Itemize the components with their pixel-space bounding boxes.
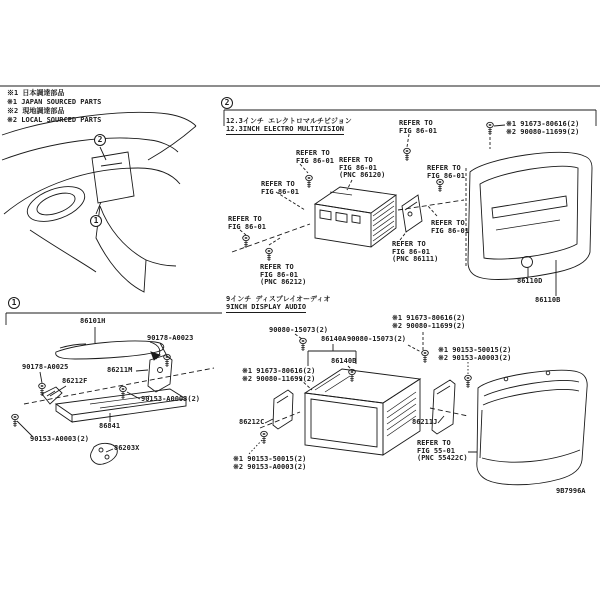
dash-callout-2-marker: 2 bbox=[94, 134, 106, 146]
bolt-note-top-right-line-1: ※1 91673-80616(2) bbox=[506, 120, 580, 128]
part-90153-a0003-left bbox=[30, 436, 89, 444]
screw-note-right-line-2: ※2 90153-A0003(2) bbox=[438, 353, 512, 362]
refer-fig5501-pnc55422c-line-3: (PNC 55422C) bbox=[417, 454, 468, 462]
refer-fig8601-pnc86120-line-1: REFER TO bbox=[339, 156, 373, 164]
part-90178-a0025-line-1: 90178-A0025 bbox=[22, 363, 69, 371]
refer-fig8601-pnc86120 bbox=[339, 157, 385, 180]
part-90178-a0025 bbox=[22, 364, 68, 372]
refer-fig8601-upper-right bbox=[399, 120, 437, 135]
sourced-parts-legend bbox=[7, 89, 101, 125]
legend-line-en-2: ※2 LOCAL SOURCED PARTS bbox=[7, 116, 102, 124]
garnish-86101h-drawing bbox=[56, 341, 164, 360]
part-86211j bbox=[412, 419, 437, 427]
screw-90080-15073-right bbox=[347, 336, 406, 344]
refer-fig5501-pnc55422c bbox=[417, 440, 468, 463]
legend-line-en-1: ※1 JAPAN SOURCED PARTS bbox=[7, 98, 102, 106]
part-86110b bbox=[535, 297, 560, 305]
screw-note-right-line-1: ※1 90153-50015(2) bbox=[438, 346, 512, 354]
dash-callout-1-marker: 1 bbox=[90, 215, 102, 227]
part-86140b bbox=[331, 358, 356, 366]
part-86841 bbox=[99, 423, 120, 431]
refer-fig8601-mid-left bbox=[261, 181, 299, 196]
refer-fig8601-bracket-right-line-2: FIG 86-01 bbox=[431, 226, 469, 235]
part-86212c bbox=[239, 419, 264, 427]
refer-fig8601-mid-left-line-1: REFER TO bbox=[261, 180, 295, 188]
bracket-86211m-drawing bbox=[148, 355, 172, 392]
refer-fig8601-pnc86111-line-3: (PNC 86111) bbox=[392, 255, 439, 263]
part-90153-a0003-right-line-1: 90153-A0003(2) bbox=[141, 395, 201, 403]
lower-panel-55422c-drawing bbox=[477, 370, 587, 485]
part-90153-a0003-left-line-1: 90153-A0003(2) bbox=[30, 435, 90, 443]
refer-fig8601-pnc86120-line-2: FIG 86-01 bbox=[339, 163, 377, 172]
screw-note-bottom-line-2: ※2 90153-A0003(2) bbox=[233, 462, 307, 471]
refer-fig8601-pnc86212-line-2: FIG 86-01 bbox=[260, 270, 298, 279]
refer-fig8601-bracket-right bbox=[431, 220, 469, 235]
part-86203x-line-1: 86203X bbox=[114, 444, 140, 452]
screw-note-bottom-line-1: ※1 90153-50015(2) bbox=[233, 455, 307, 463]
refer-fig8601-bracket-right-line-1: REFER TO bbox=[431, 219, 465, 227]
multivision-unit-drawing bbox=[315, 187, 396, 247]
refer-fig8601-top-center bbox=[296, 150, 334, 165]
part-86841-line-1: 86841 bbox=[99, 422, 121, 430]
part-86110d bbox=[517, 278, 542, 286]
bolt-note-mid-left-line-2: ※2 90080-11699(2) bbox=[242, 374, 316, 383]
refer-fig8601-bracket-top-line-2: FIG 86-01 bbox=[427, 171, 465, 180]
part-86211m-line-1: 86211M bbox=[107, 366, 133, 374]
bolt-note-top-right-line-2: ※2 90080-11699(2) bbox=[506, 127, 580, 136]
refer-fig8601-pnc86212-line-3: (PNC 86212) bbox=[260, 278, 307, 286]
refer-fig8601-pnc86120-line-3: (PNC 86120) bbox=[339, 171, 386, 179]
part-86212c-line-1: 86212C bbox=[239, 418, 265, 426]
part-90178-a0023 bbox=[147, 335, 193, 343]
bolt-note-mid-right-line-2: ※2 90080-11699(2) bbox=[392, 321, 466, 330]
screw-90080-15073-left-line-1: 90080-15073(2) bbox=[269, 326, 329, 334]
part-86101h-line-1: 86101H bbox=[80, 317, 106, 325]
bracket-86212f-drawing bbox=[42, 387, 62, 404]
section-multivision-title bbox=[226, 117, 352, 135]
section-2-marker: 2 bbox=[221, 97, 233, 109]
refer-fig8601-bracket-top bbox=[427, 165, 465, 180]
drawing-code: 9B7996A bbox=[556, 487, 586, 495]
refer-fig8601-pnc86111-line-2: FIG 86-01 bbox=[392, 247, 430, 256]
part-86140a bbox=[321, 336, 346, 344]
part-86140a-line-1: 86140A bbox=[321, 335, 347, 343]
refer-fig8601-upper-right-line-2: FIG 86-01 bbox=[399, 126, 437, 135]
refer-fig8601-top-center-line-1: REFER TO bbox=[296, 149, 330, 157]
screw-90080-15073-left bbox=[269, 327, 328, 335]
section-display-audio-title bbox=[226, 295, 330, 313]
section-1-marker: 1 bbox=[8, 297, 20, 309]
display-audio-title-jp: 9インチ ディスプレイオーディオ bbox=[226, 295, 331, 303]
refer-fig8601-pnc86111 bbox=[392, 241, 438, 264]
refer-fig5501-pnc55422c-line-1: REFER TO bbox=[417, 439, 451, 447]
legend-line-jp-1: ※1 日本調達部品 bbox=[7, 89, 65, 97]
refer-fig8601-far-left-line-1: REFER TO bbox=[228, 215, 262, 223]
refer-fig8601-pnc86212-line-1: REFER TO bbox=[260, 263, 294, 271]
screw-note-right bbox=[438, 347, 511, 362]
refer-fig5501-pnc55422c-line-2: FIG 55-01 bbox=[417, 446, 455, 455]
multivision-title-jp: 12.3インチ エレクトロマルチビジョン bbox=[226, 117, 352, 125]
part-90153-a0003-right bbox=[141, 396, 200, 404]
refer-fig8601-far-left bbox=[228, 216, 266, 231]
screw-note-bottom bbox=[233, 456, 306, 471]
bolt-note-mid-left bbox=[242, 368, 315, 383]
part-86110b-line-1: 86110B bbox=[535, 296, 561, 304]
refer-fig8601-pnc86111-line-1: REFER TO bbox=[392, 240, 426, 248]
part-86212f bbox=[62, 378, 87, 386]
mounting-bracket-drawing bbox=[402, 195, 422, 232]
refer-fig8601-far-left-line-2: FIG 86-01 bbox=[228, 222, 266, 231]
part-90178-a0023-line-1: 90178-A0023 bbox=[147, 334, 194, 342]
bolt-note-mid-left-line-1: ※1 91673-80616(2) bbox=[242, 367, 316, 375]
part-86101h bbox=[80, 318, 105, 326]
part-86212f-line-1: 86212F bbox=[62, 377, 88, 385]
legend-line-jp-2: ※2 現地調達部品 bbox=[7, 107, 65, 115]
refer-fig8601-upper-right-line-1: REFER TO bbox=[399, 119, 433, 127]
part-86211m bbox=[107, 367, 132, 375]
refer-fig8601-mid-left-line-2: FIG 86-01 bbox=[261, 187, 299, 196]
part-86211j-line-1: 86211J bbox=[412, 418, 438, 426]
refer-fig8601-bracket-top-line-1: REFER TO bbox=[427, 164, 461, 172]
bolt-note-top-right bbox=[506, 121, 579, 136]
display-audio-unit-drawing bbox=[305, 369, 420, 455]
bolt-note-mid-right-line-1: ※1 91673-80616(2) bbox=[392, 314, 466, 322]
refer-fig8601-top-center-line-2: FIG 86-01 bbox=[296, 156, 334, 165]
part-86140b-line-1: 86140B bbox=[331, 357, 357, 365]
part-86203x bbox=[114, 445, 139, 453]
refer-fig8601-pnc86212 bbox=[260, 264, 306, 287]
display-bezel-drawing bbox=[466, 152, 592, 296]
part-86110d-line-1: 86110D bbox=[517, 277, 543, 285]
bracket-86212c-drawing bbox=[273, 390, 293, 429]
screw-90080-15073-right-line-1: 90080-15073(2) bbox=[347, 335, 407, 343]
display-audio-title-en: 9INCH DISPLAY AUDIO bbox=[226, 303, 307, 311]
bolt-note-mid-right bbox=[392, 315, 465, 330]
multivision-title-en: 12.3INCH ELECTRO MULTIVISION bbox=[226, 125, 345, 133]
